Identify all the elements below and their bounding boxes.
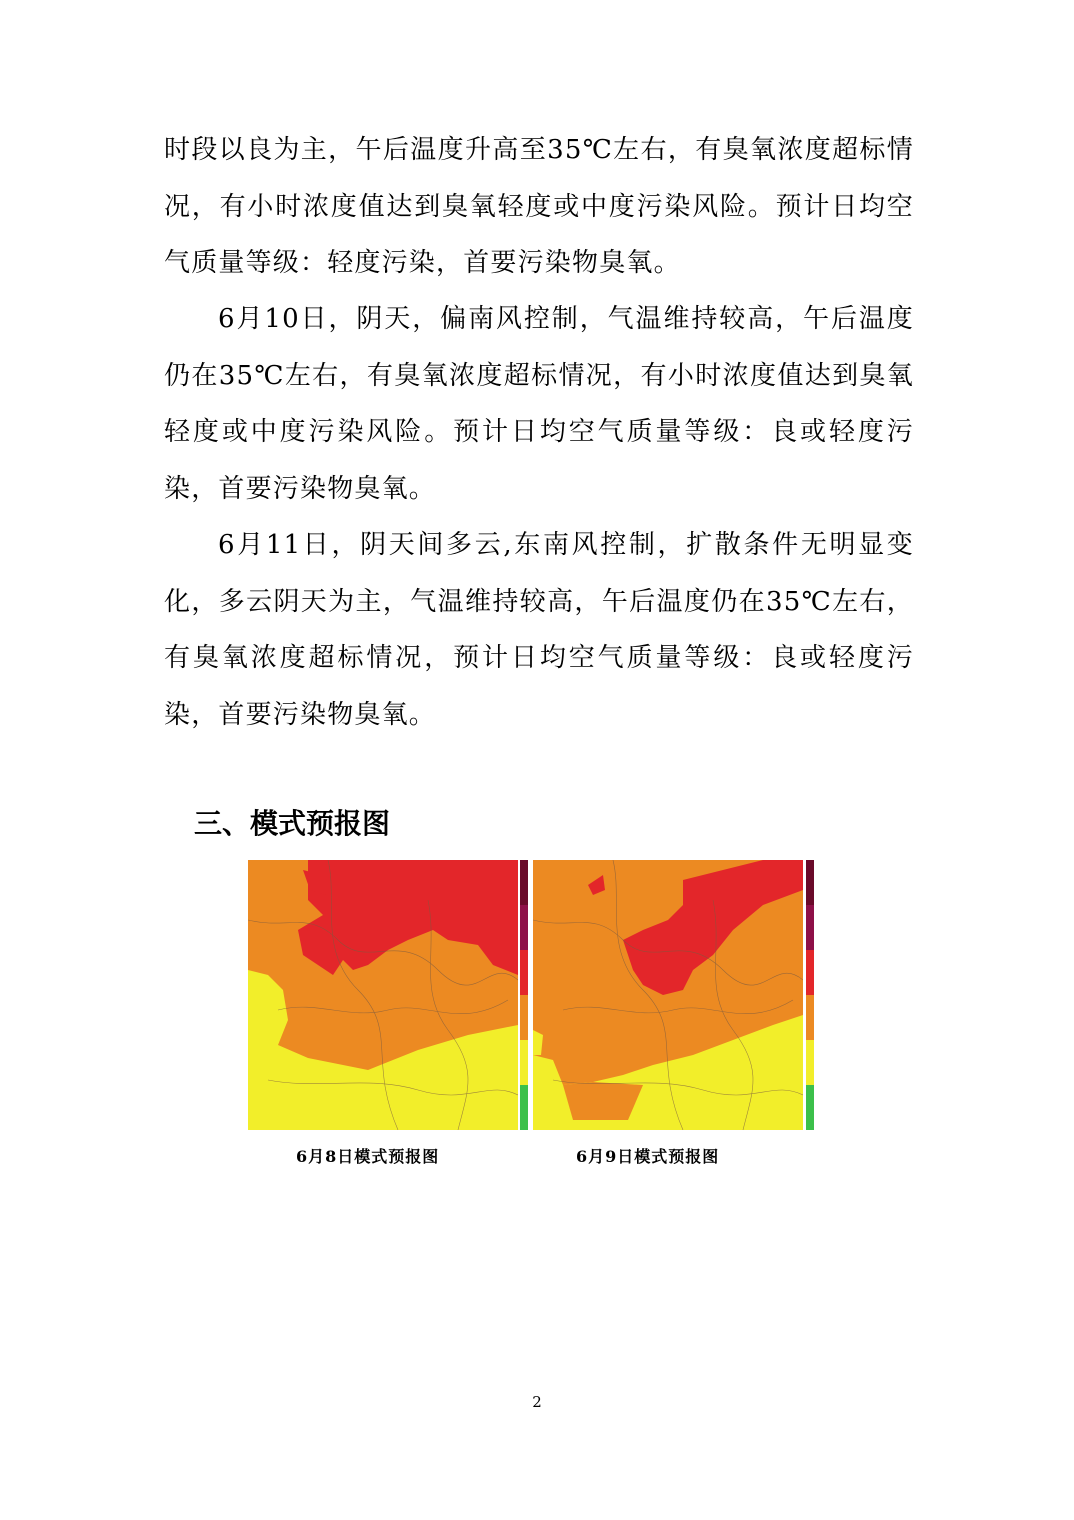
forecast-map-june9 [533, 860, 803, 1130]
paragraph-1: 时段以良为主，午后温度升高至35℃左右，有臭氧浓度超标情况，有小时浓度值达到臭氧轻度或中度污染风险。预计日均空气质量等级：轻度污染，首要污染物臭氧。 [164, 135, 914, 278]
page-number: 2 [532, 1393, 542, 1411]
paragraph-3: 6月11日，阴天间多云,东南风控制，扩散条件无明显变化，多云阴天为主，气温维持较高，午后温度仍在35℃左右，有臭氧浓度超标情况，预计日均空气质量等级：良或轻度污染，首要污染物臭氧。 [164, 530, 914, 730]
colorbar-2 [806, 860, 814, 1130]
paragraph-2: 6月10日，阴天，偏南风控制，气温维持较高，午后温度仍在35℃左右，有臭氧浓度超标情况，有小时浓度值达到臭氧轻度或中度污染风险。预计日均空气质量等级：良或轻度污染，首要污染物臭氧。 [164, 304, 914, 504]
figure-caption-2: 6月9日模式预报图 [576, 1147, 720, 1166]
colorbar-1 [520, 860, 528, 1130]
figure-caption-1: 6月8日模式预报图 [296, 1147, 440, 1166]
forecast-map-june8 [248, 860, 518, 1130]
section-title: 三、模式预报图 [194, 807, 391, 840]
